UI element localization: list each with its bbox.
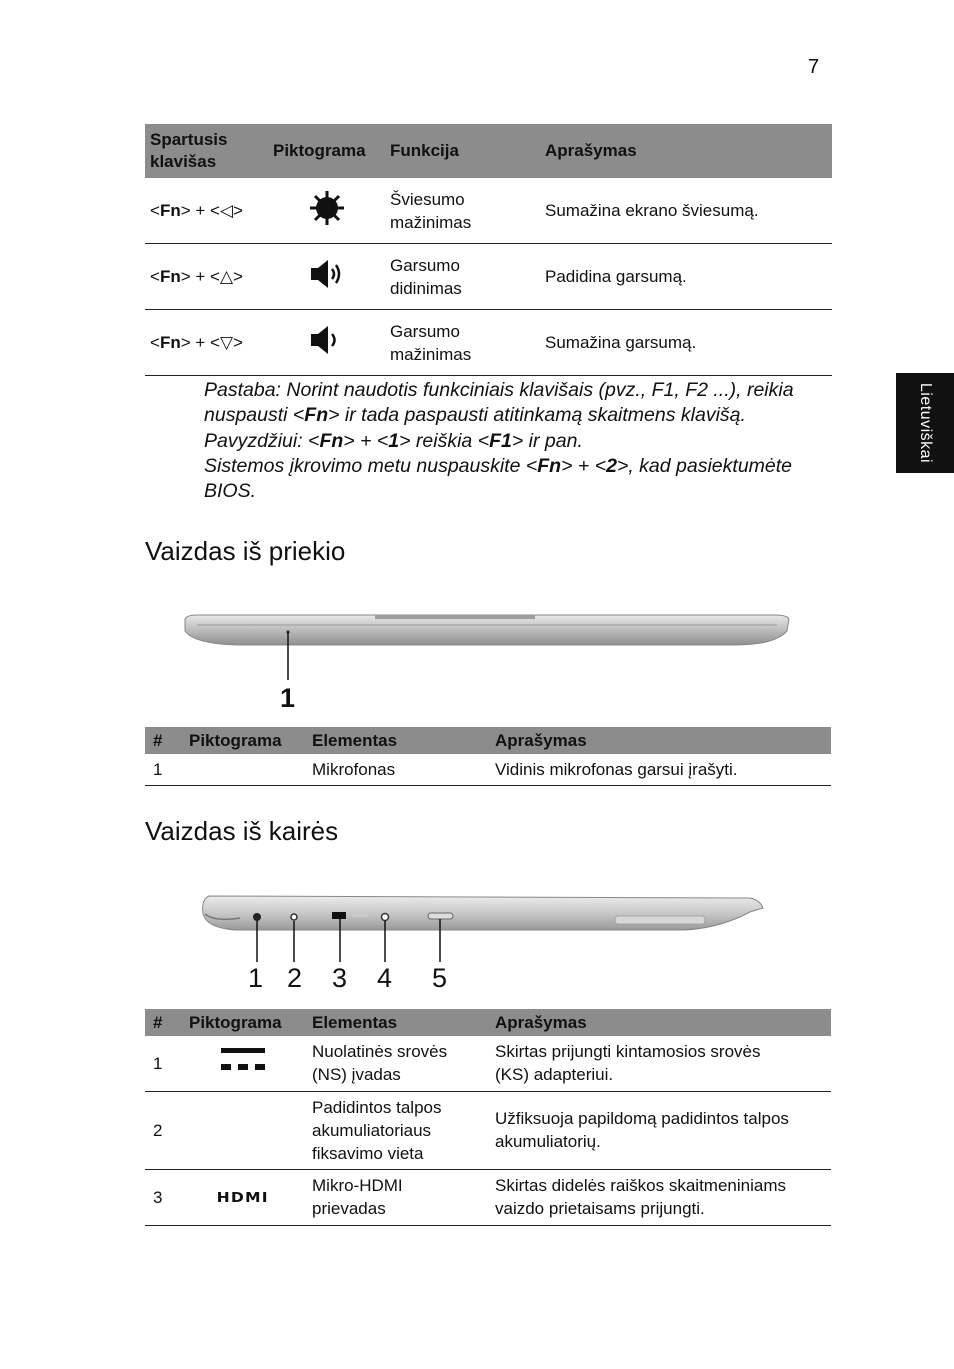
header-hotkey: Spartusis klavišas — [145, 124, 268, 178]
note-line: BIOS. — [204, 480, 257, 503]
table-row — [145, 1169, 831, 1225]
note-line: nuspausti <Fn> ir tada paspausti atitinkamą skaitmens klavišą. — [204, 404, 746, 427]
left-view-title: Vaizdas iš kairės — [145, 816, 339, 846]
description-cell: Sumažina ekrano šviesumą. — [540, 178, 832, 244]
table-header-row — [145, 1009, 831, 1036]
volume-up-icon — [268, 244, 385, 310]
table-row — [145, 310, 832, 376]
laptop-front-illustration — [175, 605, 800, 685]
icon-cell — [181, 1091, 304, 1169]
element-cell: Mikro-HDMI prievadas — [304, 1169, 487, 1225]
icon-cell — [181, 754, 304, 786]
callout-number: 5 — [432, 963, 448, 993]
number-cell: 2 — [145, 1091, 181, 1169]
number-cell: 1 — [145, 754, 181, 786]
function-cell: Garsumo didinimas — [385, 244, 540, 310]
dc-in-icon — [181, 1036, 304, 1091]
element-cell: Mikrofonas — [304, 754, 487, 786]
hotkey-cell: <Fn> + <▽> — [145, 310, 268, 376]
description-cell: Užfiksuoja papildomą padidintos talpos akumuliatorių. — [487, 1091, 831, 1169]
table-header-row — [145, 727, 831, 754]
language-side-tab — [896, 373, 954, 473]
front-view-table — [145, 727, 831, 786]
element-cell: Nuolatinės srovės (NS) įvadas — [304, 1036, 487, 1091]
hotkey-cell: <Fn> + <△> — [145, 244, 268, 310]
callout-number: 3 — [332, 963, 348, 993]
header-number: # — [145, 1009, 181, 1036]
header-icon: Piktograma — [181, 727, 304, 754]
description-cell: Skirtas didelės raiškos skaitmeniniams vaizdo prietaisams prijungti. — [487, 1169, 831, 1225]
callout-number: 2 — [287, 963, 303, 993]
header-element: Elementas — [304, 727, 487, 754]
table-row — [145, 754, 831, 786]
note-line: Sistemos įkrovimo metu nuspauskite <Fn> + <2>, kad pasiektumėte — [204, 454, 793, 477]
header-number: # — [145, 727, 181, 754]
element-cell: Padidintos talpos akumuliatoriaus fiksavimo vieta — [304, 1091, 487, 1169]
volume-down-icon — [268, 310, 385, 376]
note-line: Pavyzdžiui: <Fn> + <1> reiškia <F1> ir pan. — [204, 429, 583, 452]
header-icon: Piktograma — [268, 124, 385, 178]
hdmi-icon — [181, 1169, 304, 1225]
front-view-title: Vaizdas iš priekio — [145, 536, 346, 566]
callout-number: 1 — [280, 683, 296, 713]
note-line: Pastaba: Norint naudotis funkciniais klavišais (pvz., F1, F2 ...), reikia — [204, 379, 794, 401]
brightness-down-icon — [268, 178, 385, 244]
callout-number: 4 — [377, 963, 393, 993]
number-cell: 1 — [145, 1036, 181, 1091]
description-cell: Padidina garsumą. — [540, 244, 832, 310]
side-tab-label: Lietuviškai — [917, 382, 934, 464]
function-cell: Šviesumo mažinimas — [385, 178, 540, 244]
header-description: Aprašymas — [487, 727, 831, 754]
header-description: Aprašymas — [540, 124, 832, 178]
hotkey-cell: <Fn> + <◁> — [145, 178, 268, 244]
header-element: Elementas — [304, 1009, 487, 1036]
function-cell: Garsumo mažinimas — [385, 310, 540, 376]
note-paragraph — [204, 378, 844, 504]
hotkeys-table — [145, 124, 832, 376]
table-row — [145, 244, 832, 310]
number-cell: 3 — [145, 1169, 181, 1225]
table-row — [145, 1091, 831, 1169]
page-number: 7 — [808, 56, 820, 78]
left-view-table — [145, 1009, 831, 1226]
hdmi-icon-label: HDMI — [216, 1190, 269, 1206]
description-cell: Vidinis mikrofonas garsui įrašyti. — [487, 754, 831, 786]
callout-number: 1 — [248, 963, 264, 993]
table-header-row — [145, 124, 832, 178]
description-cell: Sumažina garsumą. — [540, 310, 832, 376]
laptop-left-illustration — [195, 888, 775, 963]
table-row — [145, 1036, 831, 1091]
description-cell: Skirtas prijungti kintamosios srovės (KS) adapteriui. — [487, 1036, 831, 1091]
header-description: Aprašymas — [487, 1009, 831, 1036]
header-function: Funkcija — [385, 124, 540, 178]
table-row — [145, 178, 832, 244]
header-icon: Piktograma — [181, 1009, 304, 1036]
